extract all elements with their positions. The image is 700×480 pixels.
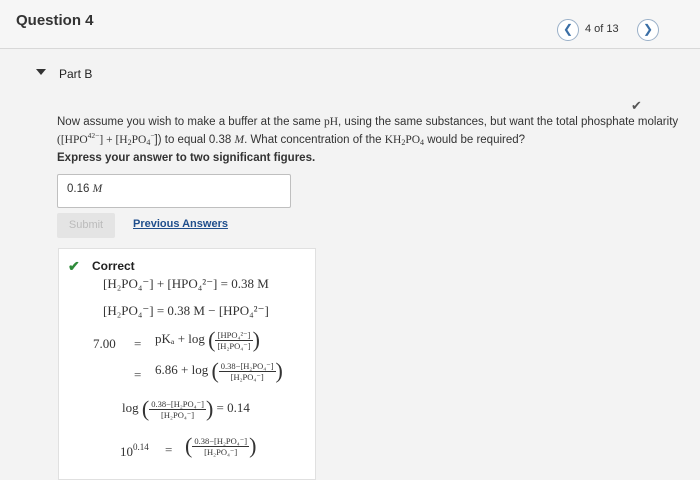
solution-eq-6-rhs: ( $\frac{\text{0.38−[H₂PO₄⁻]}}{\text{[H₂PO₄⁻]}}$ ): [185, 433, 257, 458]
page-count: 4 of 13: [585, 23, 619, 35]
solution-eq-2: [H₂PO₄⁻] = 0.38 M − [HPO₄²⁻]: [103, 303, 269, 318]
solution-eq-6-lhs: $10^{0.14}$: [120, 442, 149, 459]
question-title: Question 4: [16, 12, 94, 29]
solution-eq-3-lhs: 7.00: [93, 336, 116, 351]
solution-eq-4-rhs: 6.86 + log ( $\frac{\text{0.38−[H₂PO₄⁻]}}{\text{[H₂PO₄⁻]}}$ ): [155, 358, 283, 383]
chevron-left-icon: ❮: [562, 22, 574, 36]
solution-eq-4-equals: =: [134, 367, 142, 382]
solution-eq-3-equals: =: [134, 336, 142, 351]
chevron-right-icon: ❯: [642, 22, 654, 36]
prev-question-button[interactable]: [557, 19, 579, 41]
checkmark-icon: ✔: [631, 98, 642, 113]
next-question-button[interactable]: [637, 19, 659, 41]
answer-value: 0.16 M: [67, 183, 103, 195]
instruction-text: Express your answer to two significant figures.: [57, 152, 316, 164]
problem-line-1: Now assume you wish to make a buffer at the same pH, using the same substances, but want the total phosphate molarity: [57, 116, 679, 128]
solution-eq-5: log ( $\frac{\text{0.38−[H₂PO₄⁻]}}{\text{[H₂PO₄⁻]}}$ ) = 0.14: [122, 396, 250, 421]
correct-label: Correct: [92, 259, 135, 273]
problem-line-2: $([HPO^{42-}] + [H_2PO_4^-])$ to equal 0.38 M. What concentration of the $KH_2PO_4$ would be required?: [57, 131, 526, 147]
submit-button[interactable]: Submit: [57, 213, 115, 238]
part-label[interactable]: Part B: [59, 67, 93, 81]
previous-answers-link[interactable]: Previous Answers: [133, 218, 228, 230]
solution-eq-3-rhs: pKₐ + log ( $\frac{\text{[HPO₄²⁻]}}{\text{[H₂PO₄⁻]}}$ ): [155, 327, 260, 352]
solution-eq-1: [H₂PO₄⁻] + [HPO₄²⁻] = 0.38 M: [103, 276, 269, 291]
solution-eq-6-equals: =: [165, 442, 173, 457]
collapse-caret-icon[interactable]: [36, 69, 46, 75]
check-icon: ✔: [68, 258, 80, 274]
